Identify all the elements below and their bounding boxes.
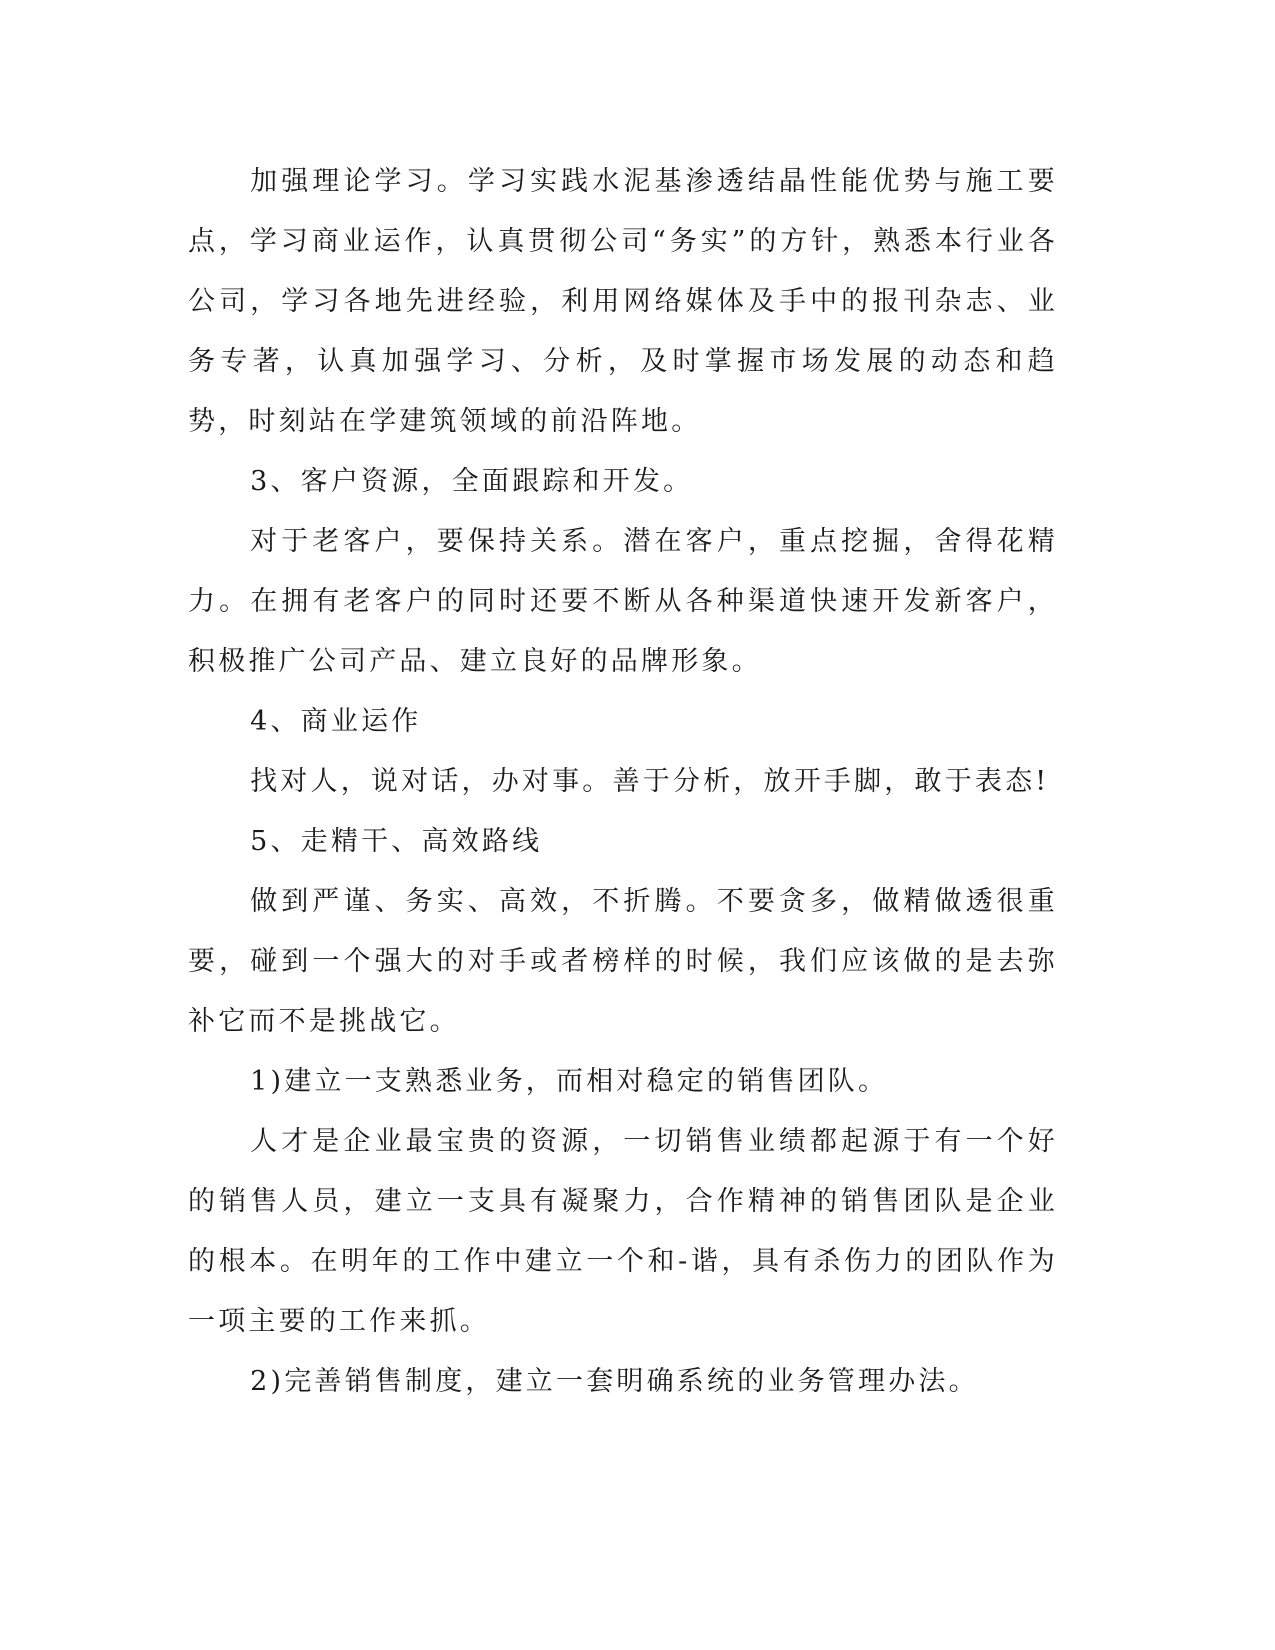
heading-business-operation: 4、商业运作 — [250, 706, 422, 737]
paragraph-business-operation: 找对人，说对话，办对事。善于分析，放开手脚，敢于表态! — [250, 766, 1050, 797]
paragraph-efficient-route: 做到严谨、务实、高效，不折腾。不要贪多，做精做透很重要，碰到一个强大的对手或者榜样的时候，我们应该做的是去弥补它而不是挑战它。 — [188, 886, 1058, 1037]
heading-customer-resources: 3、客户资源，全面跟踪和开发。 — [250, 466, 694, 497]
heading-sales-team: 1)建立一支熟悉业务，而相对稳定的销售团队。 — [250, 1066, 889, 1097]
heading-sales-system: 2)完善销售制度，建立一套明确系统的业务管理办法。 — [250, 1366, 979, 1397]
document-body — [188, 152, 1058, 1412]
paragraph-customer-relations: 对于老客户，要保持关系。潜在客户，重点挖掘，舍得花精力。在拥有老客户的同时还要不断从各种渠道快速开发新客户，积极推广公司产品、建立良好的品牌形象。 — [188, 526, 1058, 677]
paragraph-sales-team: 人才是企业最宝贵的资源，一切销售业绩都起源于有一个好的销售人员，建立一支具有凝聚力，合作精神的销售团队是企业的根本。在明年的工作中建立一个和-谐，具有杀伤力的团队作为一项主要的工作来抓。 — [188, 1126, 1058, 1337]
heading-efficient-route: 5、走精干、高效路线 — [250, 826, 543, 857]
paragraph-theory-study: 加强理论学习。学习实践水泥基渗透结晶性能优势与施工要点，学习商业运作，认真贯彻公司“务实”的方针，熟悉本行业各公司，学习各地先进经验，利用网络媒体及手中的报刊杂志、业务专著，认真加强学习、分析，及时掌握市场发展的动态和趋势，时刻站在学建筑领域的前沿阵地。 — [188, 166, 1058, 437]
